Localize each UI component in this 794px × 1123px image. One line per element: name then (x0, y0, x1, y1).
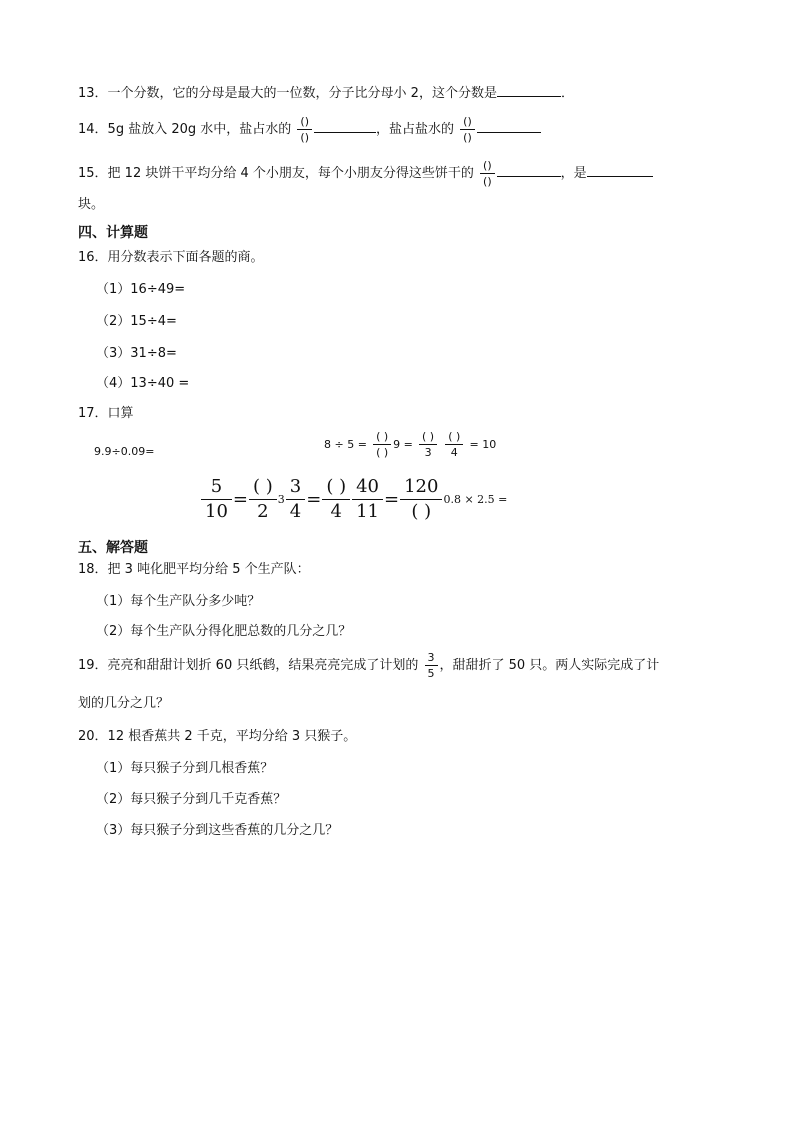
question-15-end: 块。 (78, 197, 105, 212)
fraction-placeholder: $\frac{()}{()}$ (480, 160, 495, 187)
expr-text: = (384, 489, 400, 510)
question-17-title: 17．口算 (78, 406, 134, 421)
question-20-item: （3）每只猴子分到这些香蕉的几分之几？ (96, 823, 339, 838)
expr-text: 0.8 × 2.5 = (443, 493, 508, 506)
fraction-3-5: $\frac{3}{5}$ (425, 652, 438, 679)
question-15 (78, 160, 653, 187)
question-13-end: ． (560, 86, 574, 101)
fraction-5-10: $\frac{5}{10}$ (201, 478, 232, 521)
answer-blank[interactable] (587, 162, 653, 177)
answer-blank[interactable] (477, 118, 541, 133)
fraction-placeholder: $\frac{( )}{( )}$ (373, 431, 391, 458)
question-20-item: （2）每只猴子分到几千克香蕉？ (96, 792, 287, 807)
answer-blank[interactable] (314, 118, 376, 133)
answer-blank[interactable] (497, 162, 561, 177)
question-15-mid: ，是 (560, 166, 587, 181)
oral-calc-row2 (200, 478, 507, 521)
question-16-item: （1）16÷49= (96, 282, 186, 297)
fraction-3-4: $\frac{3}{4}$ (286, 478, 305, 521)
question-18-item: （1）每个生产队分多少吨？ (96, 594, 261, 609)
question-19-text: ，甜甜折了 50 只。两人实际完成了计 (439, 658, 660, 673)
fraction-40-11: $\frac{40}{11}$ (352, 478, 383, 521)
question-20-title: 20．12 根香蕉共 2 千克，平均分给 3 只猴子。 (78, 729, 357, 744)
question-13 (78, 82, 574, 103)
expr-text: = 10 (469, 438, 497, 451)
question-20-item: （1）每只猴子分到几根香蕉？ (96, 761, 274, 776)
answer-blank[interactable] (497, 82, 561, 97)
expr-text: 9 = (393, 438, 413, 451)
question-16-item: （2）15÷4= (96, 314, 177, 329)
fraction-120-blank: $\frac{120}{( )}$ (400, 478, 442, 521)
oral-calc-b (324, 431, 496, 458)
question-19 (78, 652, 659, 679)
fraction-placeholder: $\frac{()}{()}$ (297, 116, 312, 143)
oral-calc-a: 9.9÷0.09= (94, 445, 155, 458)
question-18-item: （2）每个生产队分得化肥总数的几分之几？ (96, 624, 352, 639)
fraction-4: $\frac{( )}{4}$ (445, 431, 463, 458)
fraction-3: $\frac{( )}{3}$ (419, 431, 437, 458)
fraction-placeholder: $\frac{()}{()}$ (460, 116, 475, 143)
question-15-text: 15．把 12 块饼干平均分给 4 个小朋友，每个小朋友分得这些饼干的 (78, 166, 474, 181)
question-13-text: 13．一个分数，它的分母是最大的一位数，分子比分母小 2，这个分数是 (78, 86, 497, 101)
question-14-text: 14．5g 盐放入 20g 水中，盐占水的 (78, 122, 292, 137)
question-14-mid: ，盐占盐水的 (376, 122, 455, 137)
section-title-calc: 四、计算题 (78, 225, 148, 241)
question-19-line2: 划的几分之几？ (78, 696, 170, 711)
section-title-solve: 五、解答题 (78, 540, 148, 556)
question-19-text: 19．亮亮和甜甜计划折 60 只纸鹤，结果亮亮完成了计划的 (78, 658, 419, 673)
expr-text: 8 ÷ 5 = (324, 438, 367, 451)
question-16-item: （3）31÷8= (96, 346, 177, 361)
fraction-blank-2: $\frac{( )}{2}$ (249, 478, 277, 521)
expr-text: 3 (277, 493, 285, 506)
question-18-title: 18．把 3 吨化肥平均分给 5 个生产队： (78, 562, 310, 577)
expr-text: = (232, 489, 248, 510)
question-16-title: 16．用分数表示下面各题的商。 (78, 250, 264, 265)
expr-text: = (306, 489, 322, 510)
fraction-blank-4: $\frac{( )}{4}$ (322, 478, 350, 521)
question-14 (78, 116, 541, 143)
question-16-item: （4）13÷40 = (96, 376, 190, 391)
